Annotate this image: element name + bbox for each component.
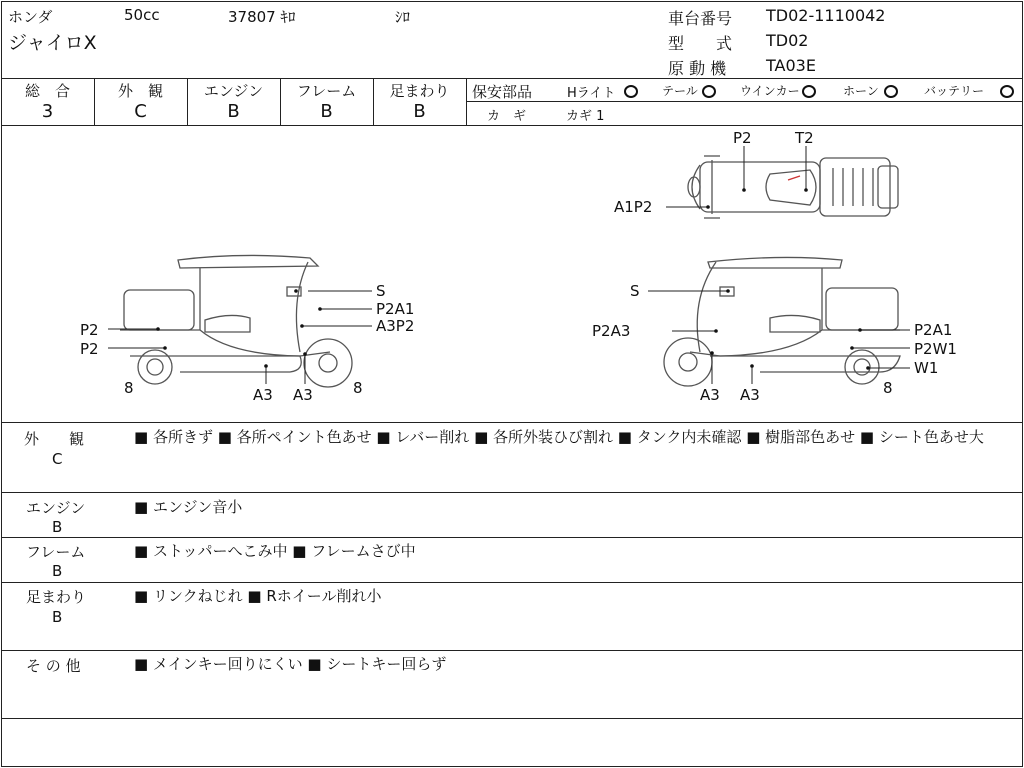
rule xyxy=(466,101,1022,102)
section-suspension-label: 足まわり xyxy=(26,588,87,606)
left-8-label-b: 8 xyxy=(353,379,363,397)
frame-no-label: 車台番号 xyxy=(668,9,733,28)
section-engine-text: ■ エンジン音小 xyxy=(134,498,243,516)
rule xyxy=(466,78,467,125)
left-8-label-a: 8 xyxy=(124,379,134,397)
section-suspension-text: ■ リンクねじれ ■ Rホイール削れ小 xyxy=(134,587,382,605)
section-other-text: ■ メインキー回りにくい ■ シートキー回らず xyxy=(134,655,447,673)
left-p2-label-1: P2 xyxy=(80,321,99,339)
winker-label: ウインカー xyxy=(740,84,800,98)
displacement: 50cc xyxy=(124,6,160,24)
left-s-label: S xyxy=(376,282,386,300)
right-a3-label-b: A3 xyxy=(740,386,760,404)
top-a1p2-label: A1P2 xyxy=(614,198,653,216)
mileage: 37807 ｷﾛ xyxy=(228,8,296,26)
left-view-scooter xyxy=(120,255,352,387)
top-t2-label: T2 xyxy=(795,129,814,147)
safety-label: 保安部品 xyxy=(472,83,533,101)
maker: ホンダ xyxy=(8,8,53,26)
model-name: ジャイロX xyxy=(8,32,97,54)
frame-grade-label: フレーム xyxy=(296,82,357,100)
horn-label: ホーン xyxy=(843,84,879,98)
color: ｼﾛ xyxy=(395,8,411,26)
winker-ok-icon xyxy=(802,85,816,98)
right-view-scooter xyxy=(664,257,900,386)
taillight-ok-icon xyxy=(702,85,716,98)
horn-ok-icon xyxy=(884,85,898,98)
type-label: 型 式 xyxy=(668,34,733,53)
section-frame-grade: B xyxy=(52,562,63,580)
section-frame-text: ■ ストッパーへこみ中 ■ フレームさび中 xyxy=(134,542,416,560)
suspension-grade: B xyxy=(413,101,426,122)
exterior-label: 外 観 xyxy=(117,82,163,100)
section-exterior-grade: C xyxy=(52,450,63,468)
right-a3-label-a: A3 xyxy=(700,386,720,404)
right-p2a1-label: P2A1 xyxy=(914,321,953,339)
engine-grade: B xyxy=(227,101,240,122)
section-exterior-text: ■ 各所きず ■ 各所ペイント色あせ ■ レバー削れ ■ 各所外装ひび割れ ■ タンク内未確認 ■ 樹脂部色あせ ■ シート色あせ大 xyxy=(134,428,984,446)
rule xyxy=(1,492,1022,493)
battery-label: バッテリー xyxy=(924,84,985,98)
overall-grade: 3 xyxy=(41,101,54,122)
battery-ok-icon xyxy=(1000,85,1014,98)
left-a3-label-b: A3 xyxy=(293,386,313,404)
section-frame-label: フレーム xyxy=(26,543,86,561)
left-p2-label-2: P2 xyxy=(80,340,99,358)
left-p2a1-label: P2A1 xyxy=(376,300,415,318)
key-label: カ ギ xyxy=(487,109,527,124)
engine-label: 原 動 機 xyxy=(668,59,727,78)
type-value: TD02 xyxy=(766,31,809,50)
diagram-labels xyxy=(80,129,957,404)
top-p2-label: P2 xyxy=(733,129,752,147)
damage-diagram xyxy=(0,126,1024,422)
engine-grade-label: エンジン xyxy=(203,82,264,100)
section-exterior-label: 外 観 xyxy=(24,430,85,448)
headlight-label: Hライト xyxy=(567,86,616,101)
section-suspension-grade: B xyxy=(52,608,63,626)
suspension-grade-label: 足まわり xyxy=(389,82,450,100)
right-p2a3-label: P2A3 xyxy=(592,322,631,340)
frame-grade: B xyxy=(320,101,333,122)
taillight-label: テール xyxy=(662,84,698,98)
section-engine-label: エンジン xyxy=(26,499,86,517)
right-s-label: S xyxy=(630,282,640,300)
rule xyxy=(1,537,1022,538)
section-engine-grade: B xyxy=(52,518,63,536)
frame-no: TD02-1110042 xyxy=(766,6,886,25)
headlight-ok-icon xyxy=(624,85,638,98)
top-view-scooter xyxy=(688,156,898,218)
overall-label: 総 合 xyxy=(24,82,70,100)
left-a3-label-a: A3 xyxy=(253,386,273,404)
rule xyxy=(1,650,1022,651)
rule xyxy=(1,78,1022,79)
rule xyxy=(1,422,1022,423)
right-w1-label: W1 xyxy=(914,359,939,377)
left-a3p2-label: A3P2 xyxy=(376,317,415,335)
right-p2w1-label: P2W1 xyxy=(914,340,957,358)
right-8-label: 8 xyxy=(883,379,893,397)
damage-points xyxy=(156,188,870,370)
rule xyxy=(1,582,1022,583)
key-value: カギ 1 xyxy=(566,109,605,124)
engine-value: TA03E xyxy=(766,56,816,75)
callout-lines xyxy=(108,146,910,384)
rule xyxy=(1,718,1022,719)
section-other-label: そ の 他 xyxy=(26,657,81,675)
exterior-grade: C xyxy=(134,101,147,122)
